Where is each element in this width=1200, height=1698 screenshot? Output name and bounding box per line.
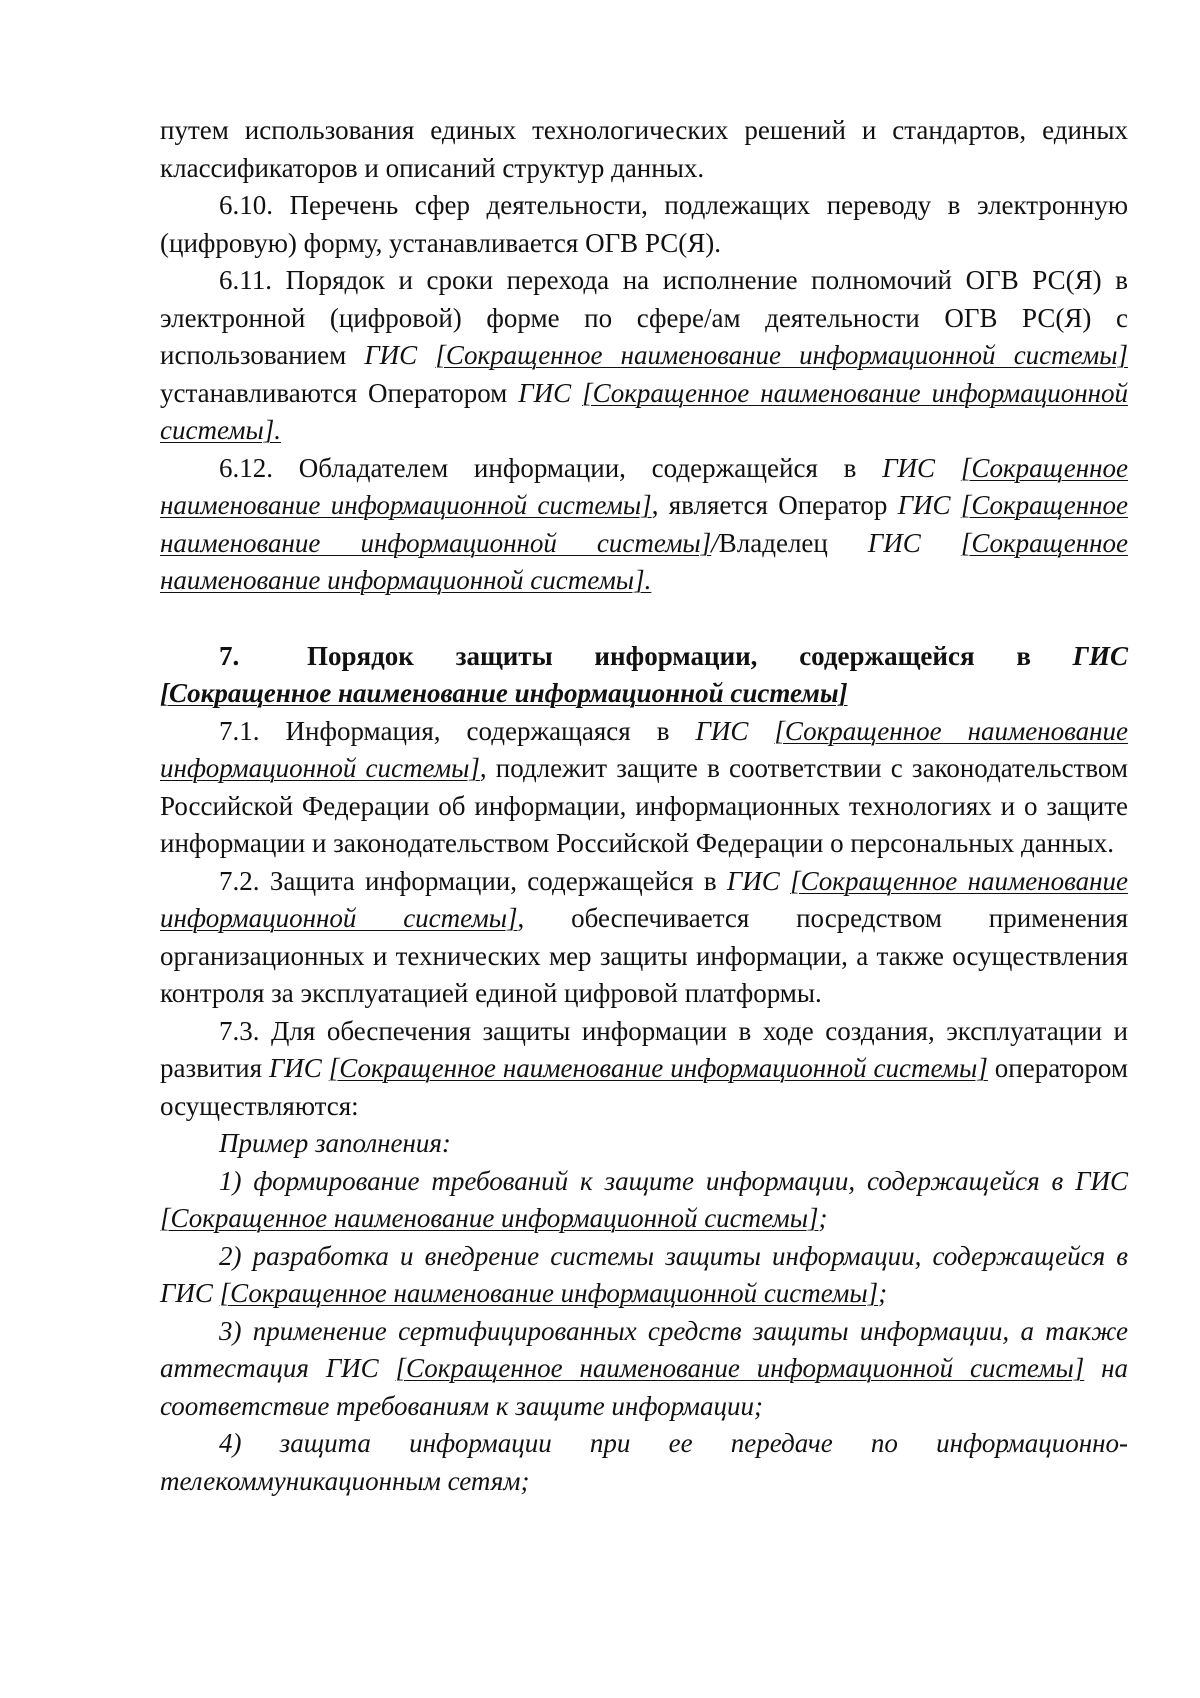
paragraph-6-10: 6.10. Перечень сфер деятельности, подлежащих переводу в электронную (цифровую) форму, устанавливается ОГВ РС(Я).	[160, 190, 1128, 258]
list-item-3: 3) применение сертифицированных средств защиты информации, а также аттестация ГИС [Сокращенное наименование информационной системы] на соответствие требованиям к защите информации;	[160, 1315, 1128, 1421]
section-7-heading: 7. Порядок защиты информации, содержащейся в ГИС [Сокращенное наименование информационной системы]	[160, 638, 1128, 713]
paragraph-7-3: 7.3. Для обеспечения защиты информации в ходе создания, эксплуатации и развития ГИС [Сокращенное наименование информационной системы] оператором осуществляются:	[160, 1015, 1128, 1121]
paragraph-7-1: 7.1. Информация, содержащаяся в ГИС [Сокращенное наименование информационной системы], подлежит защите в соответствии с законодательством Российской Федерации об информации, информационных технологиях и о защите информации и законодательством Российской Федерации о персональных данных.	[160, 715, 1129, 858]
paragraph-7-2: 7.2. Защита информации, содержащейся в ГИС [Сокращенное наименование информационной системы], обеспечивается посредством применения организационных и технических мер защиты информации, а также осуществления контроля за эксплуатацией единой цифровой платформы.	[160, 865, 1128, 1008]
paragraph-continuation: путем использования единых технологических решений и стандартов, единых классификаторов и описаний структур данных.	[160, 115, 1128, 183]
list-item-4: 4) защита информации при ее передаче по информационно-телекоммуникационным сетям;	[160, 1428, 1128, 1496]
example-label: Пример заполнения:	[219, 1128, 451, 1158]
paragraph-6-11: 6.11. Порядок и сроки перехода на исполнение полномочий ОГВ РС(Я) в электронной (цифровой) форме по сфере/ам деятельности ОГВ РС(Я) с использованием ГИС [Сокращенное наименование информационной системы] устанавливаются Оператором ГИС [Сокращенное наименование информационной системы].	[160, 265, 1128, 445]
paragraph-6-12: 6.12. Обладателем информации, содержащейся в ГИС [Сокращенное наименование информационной системы], является Оператор ГИС [Сокращенное наименование информационной системы]/Владелец ГИС [Сокращенное наименование информационной системы].	[160, 452, 1128, 595]
list-item-2: 2) разработка и внедрение системы защиты информации, содержащейся в ГИС [Сокращенное наименование информационной системы];	[160, 1240, 1128, 1308]
section-number: 7.	[219, 640, 240, 671]
document-page	[160, 112, 1128, 1500]
list-item-1: 1) формирование требований к защите информации, содержащейся в ГИС [Сокращенное наименование информационной системы];	[160, 1165, 1128, 1233]
